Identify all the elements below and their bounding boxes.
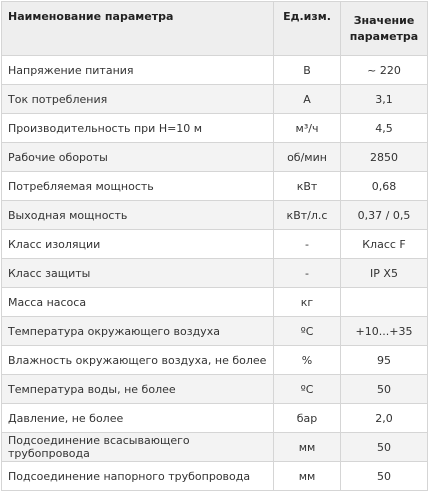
- value-cell: 50: [341, 462, 428, 491]
- value-cell: +10...+35: [341, 317, 428, 346]
- table-body: [2, 56, 428, 491]
- table-header: [2, 2, 428, 56]
- unit-cell: А: [274, 85, 341, 114]
- parameter-name-cell: Производительность при H=10 м: [2, 114, 274, 143]
- table-row: [2, 230, 428, 259]
- parameter-name-cell: Напряжение питания: [2, 56, 274, 85]
- header-value: Значение параметра: [341, 2, 428, 56]
- parameter-name-cell: Давление, не более: [2, 404, 274, 433]
- table-row: [2, 114, 428, 143]
- parameter-name-cell: Подсоединение всасывающего трубопровода: [2, 433, 274, 462]
- unit-cell: мм: [274, 433, 341, 462]
- value-cell: 50: [341, 433, 428, 462]
- value-cell: 0,68: [341, 172, 428, 201]
- table-row: [2, 317, 428, 346]
- table-row: [2, 433, 428, 462]
- value-cell: IP X5: [341, 259, 428, 288]
- unit-cell: мм: [274, 462, 341, 491]
- header-unit: Ед.изм.: [274, 2, 341, 56]
- table-row: [2, 346, 428, 375]
- value-cell: ~ 220: [341, 56, 428, 85]
- unit-cell: ºС: [274, 375, 341, 404]
- table-row: [2, 201, 428, 230]
- value-cell: 0,37 / 0,5: [341, 201, 428, 230]
- parameter-name-cell: Класс защиты: [2, 259, 274, 288]
- parameter-name-cell: Температура воды, не более: [2, 375, 274, 404]
- unit-cell: кВт/л.с: [274, 201, 341, 230]
- value-cell: 50: [341, 375, 428, 404]
- parameter-name-cell: Рабочие обороты: [2, 143, 274, 172]
- specifications-table: [1, 1, 428, 491]
- value-cell: Класс F: [341, 230, 428, 259]
- value-cell: 3,1: [341, 85, 428, 114]
- unit-cell: кг: [274, 288, 341, 317]
- table-row: [2, 375, 428, 404]
- value-cell: 2850: [341, 143, 428, 172]
- table-row: [2, 85, 428, 114]
- unit-cell: В: [274, 56, 341, 85]
- unit-cell: %: [274, 346, 341, 375]
- table-row: [2, 288, 428, 317]
- parameter-name-cell: Влажность окружающего воздуха, не более: [2, 346, 274, 375]
- parameter-name-cell: Ток потребления: [2, 85, 274, 114]
- parameter-name-cell: Масса насоса: [2, 288, 274, 317]
- parameter-name-cell: Потребляемая мощность: [2, 172, 274, 201]
- table-row: [2, 56, 428, 85]
- table-row: [2, 172, 428, 201]
- parameter-name-cell: Выходная мощность: [2, 201, 274, 230]
- unit-cell: м³/ч: [274, 114, 341, 143]
- table-row: [2, 462, 428, 491]
- parameter-name-cell: Класс изоляции: [2, 230, 274, 259]
- table-row: [2, 259, 428, 288]
- value-cell: 4,5: [341, 114, 428, 143]
- parameter-name-cell: Подсоединение напорного трубопровода: [2, 462, 274, 491]
- unit-cell: -: [274, 259, 341, 288]
- table-row: [2, 404, 428, 433]
- unit-cell: -: [274, 230, 341, 259]
- unit-cell: бар: [274, 404, 341, 433]
- header-row: [2, 2, 428, 56]
- value-cell: 2,0: [341, 404, 428, 433]
- value-cell: 95: [341, 346, 428, 375]
- parameter-name-cell: Температура окружающего воздуха: [2, 317, 274, 346]
- table-row: [2, 143, 428, 172]
- header-parameter-name: Наименование параметра: [2, 2, 274, 56]
- value-cell: [341, 288, 428, 317]
- unit-cell: об/мин: [274, 143, 341, 172]
- unit-cell: кВт: [274, 172, 341, 201]
- unit-cell: ºС: [274, 317, 341, 346]
